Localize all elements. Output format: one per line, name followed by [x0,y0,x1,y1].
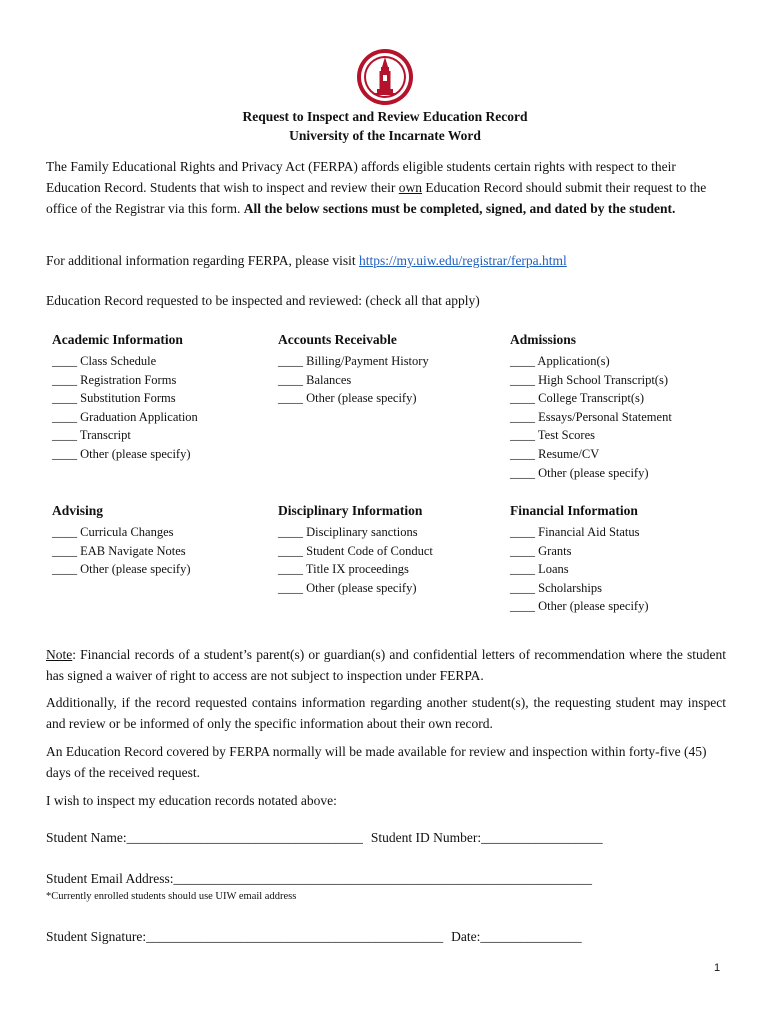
checklist-item[interactable]: ____ Balances [278,372,352,387]
checklist-item[interactable]: ____ Loans [510,562,569,577]
intro-bold-requirement: All the below sections must be completed, signed, and dated by the student. [243,201,676,216]
checklist-item[interactable]: ____ Test Scores [510,428,595,443]
checklist-item[interactable]: ____ Transcript [52,428,131,443]
checklist-item[interactable]: ____ Student Code of Conduct [278,543,433,558]
checklist-item[interactable]: ____ Registration Forms [52,372,177,387]
page-number: 1 [714,962,721,974]
checklist-item[interactable]: ____ Other (please specify) [278,391,417,406]
checklist-item[interactable]: ____ Curricula Changes [52,525,174,539]
university-seal-logo [356,48,414,106]
intro-paragraph [46,156,726,219]
checklist-item[interactable]: ____ Application(s) [510,354,610,368]
checklist-item[interactable]: ____ EAB Navigate Notes [52,543,186,558]
note-text: : Financial records of a student’s parent(s) or guardian(s) and confidential letters of recommendation where the student has signed a waiver of right to access are not subject to inspection under FERPA. [46,647,726,683]
email-footnote: *Currently enrolled students should use UIW email address [46,891,297,902]
checklist-item[interactable]: ____ Other (please specify) [278,580,417,595]
name-id-row [46,830,603,846]
section-heading: Accounts Receivable [278,332,397,347]
additionally-paragraph: Additionally, if the record requested contains information regarding another student(s), the requesting student may inspect and review or be informed of only the specific information about their own record. [46,695,726,731]
section-advising [52,502,191,579]
student-name-field[interactable]: Student Name:___________________________________ [46,830,363,845]
student-signature-field[interactable]: Student Signature:____________________________________________ [46,929,444,944]
signature-date-row [46,929,582,945]
checklist-item[interactable]: ____ Graduation Application [52,409,198,424]
availability-paragraph: An Education Record covered by FERPA normally will be made available for review and inspection within forty-five (45) days of the received request. [46,744,707,780]
section-heading: Disciplinary Information [278,503,423,518]
student-email-field[interactable]: Student Email Address:______________________________________________________________ [46,871,592,886]
checklist-item[interactable]: ____ Class Schedule [52,354,157,368]
checklist-item[interactable]: ____ Substitution Forms [52,391,176,406]
section-heading: Academic Information [52,332,183,347]
ferpa-info-line [46,250,726,271]
checklist-item[interactable]: ____ Other (please specify) [510,465,649,480]
checklist-item[interactable]: ____ Title IX proceedings [278,562,409,577]
checklist-item[interactable]: ____ Financial Aid Status [510,525,640,539]
document-subtitle: University of the Incarnate Word [289,128,481,143]
section-heading: Advising [52,503,104,518]
checklist-item[interactable]: ____ College Transcript(s) [510,391,645,406]
section-heading: Admissions [510,332,577,347]
checklist-item[interactable]: ____ Disciplinary sanctions [278,525,418,539]
student-id-field[interactable]: Student ID Number:__________________ [370,830,603,845]
section-financial [510,502,649,616]
section-heading: Financial Information [510,503,638,518]
checklist-item[interactable]: ____ Essays/Personal Statement [510,409,672,424]
checklist-item[interactable]: ____ High School Transcript(s) [510,372,668,387]
checklist-item[interactable]: ____ Other (please specify) [52,446,191,461]
checklist-item[interactable]: ____ Billing/Payment History [278,354,429,368]
section-accounts-receivable [278,331,429,408]
request-prompt: Education Record requested to be inspected and reviewed: (check all that apply) [46,293,480,308]
section-disciplinary [278,502,433,597]
checklist-item[interactable]: ____ Scholarships [510,580,603,595]
checklist-item[interactable]: ____ Other (please specify) [510,599,649,614]
date-field[interactable]: Date:_______________ [451,929,582,944]
checklist-item[interactable]: ____ Other (please specify) [52,562,191,577]
ferpa-link[interactable]: https://my.uiw.edu/registrar/ferpa.html [358,253,567,268]
note-paragraph [46,644,726,686]
intro-own-underlined: own [398,180,423,195]
ferpa-info-text: For additional information regarding FERPA, please visit [46,253,359,268]
intro-text-a: The Family Educational Rights and Privacy Act (FERPA) affords eligible students certain rights with respect to their Education Record. Students that wish to inspect and review their [46,159,676,195]
checklist-item[interactable]: ____ Resume/CV [510,446,600,461]
section-academic [52,331,198,464]
document-title: Request to Inspect and Review Education Record [242,109,528,124]
section-admissions [510,331,672,482]
wish-statement: I wish to inspect my education records notated above: [46,793,337,808]
checklist-item[interactable]: ____ Grants [510,543,572,558]
intro-text-b: Education Record should submit their request to the office of the Registrar via this form. [46,180,707,216]
note-label: Note [46,647,73,662]
